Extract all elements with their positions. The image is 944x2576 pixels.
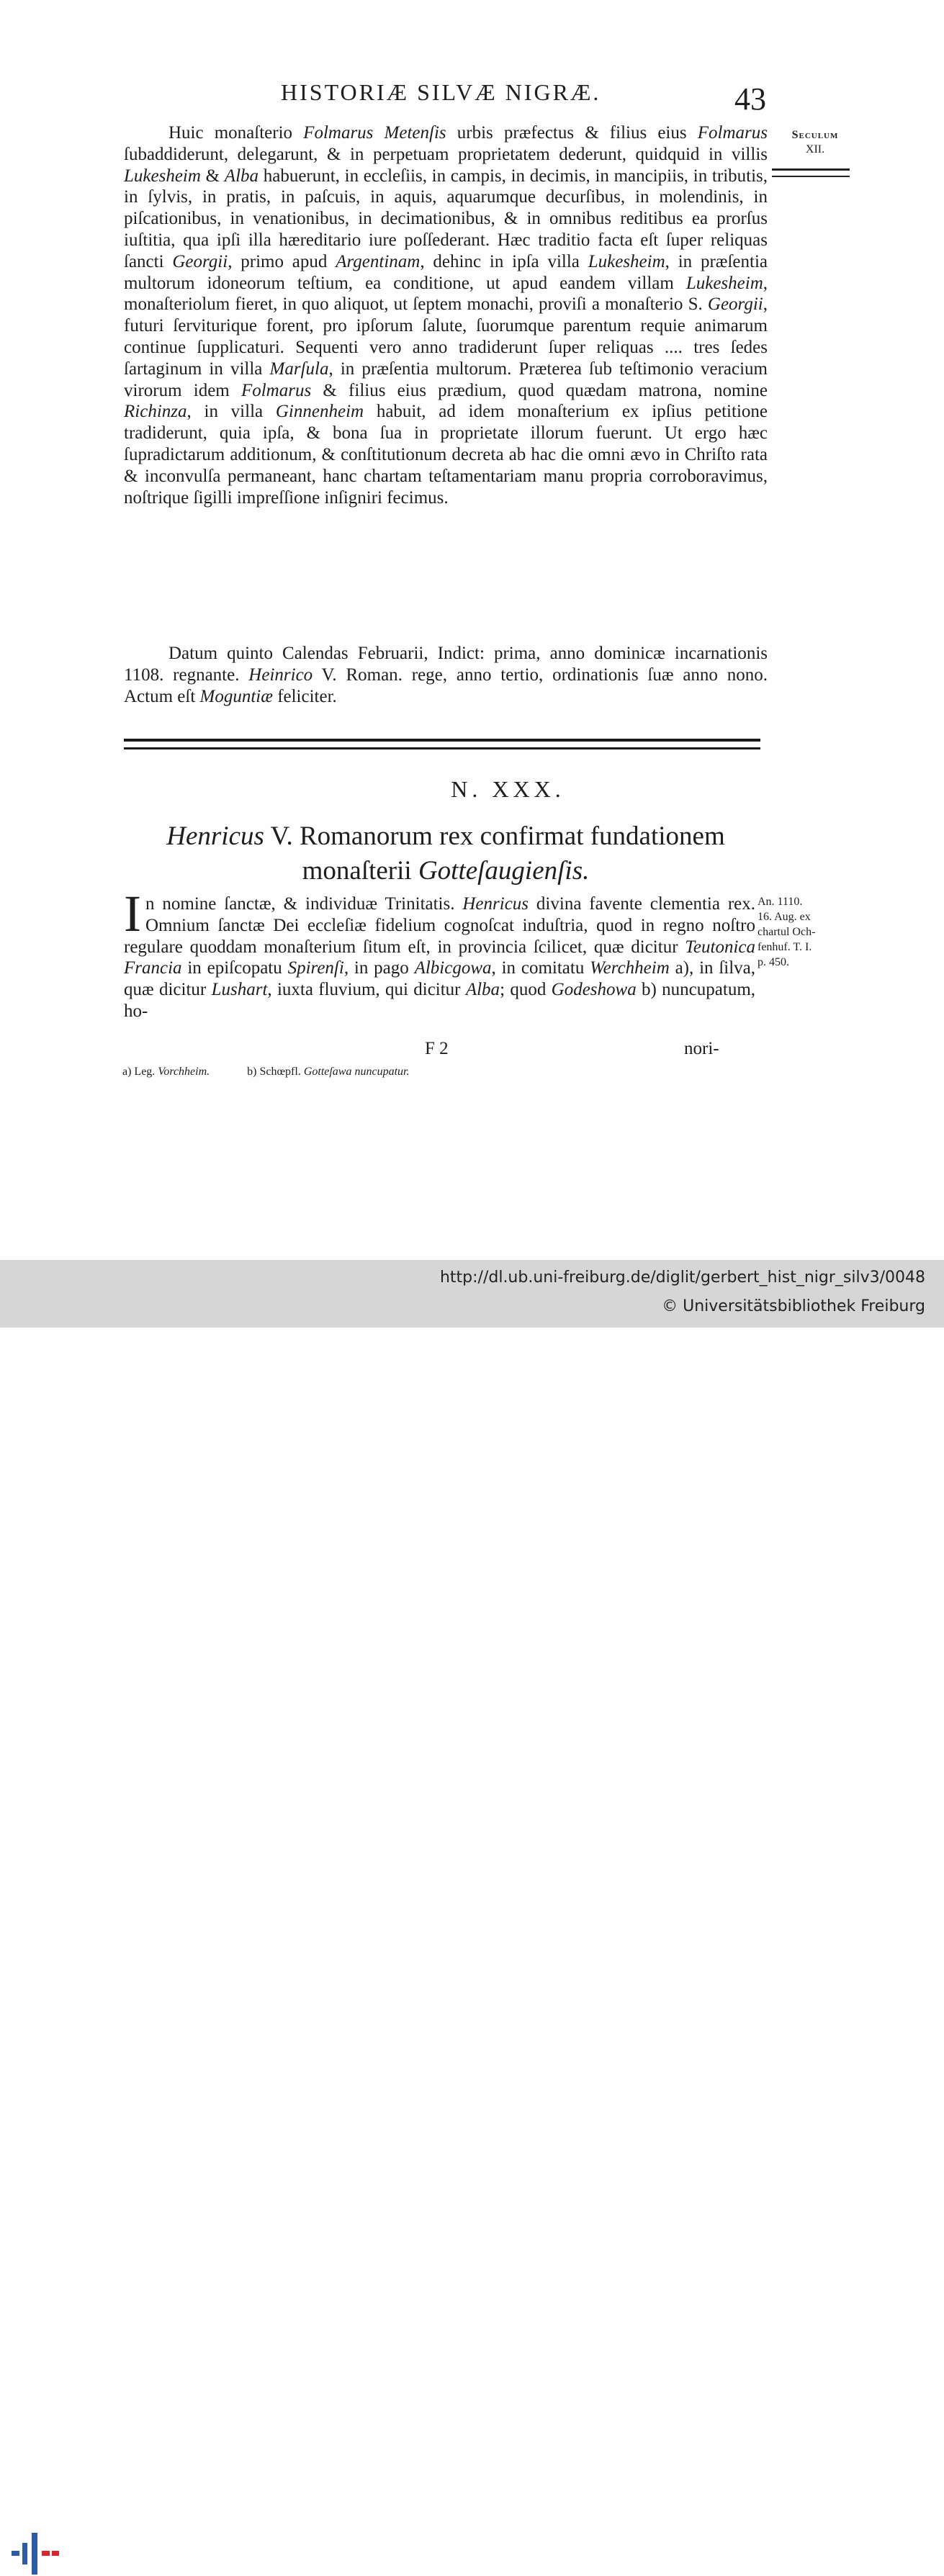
scanned-page — [0, 0, 944, 1260]
document-number: N. XXX. — [451, 776, 565, 802]
century-value: XII. — [805, 143, 825, 156]
margin-century-note — [779, 128, 851, 157]
footnote-a: a) Leg. Vorchheim. — [122, 1066, 210, 1078]
paragraph-2: Datum quinto Calendas Februarii, Indict: prima, anno dominicæ incarnationis 1108. regnante. Heinrico V. Roman. rege, anno tertio, ordinationis ſuæ anno nono. Actum eſt Moguntiæ feliciter. — [124, 644, 768, 706]
running-title: HISTORIÆ SILVÆ NIGRÆ. — [281, 79, 601, 105]
paragraph-1: Huic monaſterio Folmarus Metenſis urbis præfectus & filius eius Folmarus ſubaddiderunt, delegarunt, & in perpetuam proprietatem dederunt, quidquid in villis Lukesheim & Alba habuerunt, in eccleſiis, in campis, in decimis, in mancipiis, in tributis, in ſylvis, in pratis, in paſcuis, in aquis, aquarumque decurſibus, in molendinis, in piſcationibus, in venationibus, in decimationibus, & in omnibus reditibus ea prorſus iuſtitia, qua ipſi illa hæreditario iure poſſederant. Hæc traditio facta eſt ſuper reliquas ſancti Georgii, primo apud Argentinam, dehinc in ipſa villa Lukesheim, in præſentia multorum idoneorum teſtium, ea conditione, ut apud eandem villam Lukesheim, monaſteriolum fieret, in quo aliquot, ut ſeptem monachi, proviſi a monaſterio S. Georgii, futuri ſerviturique forent, pro ipſorum ſalute, ſuorumque parentum requie animarum continue ſupplicaturi. Sequenti vero anno tradiderunt ſuper reliquas .... tres ſedes ſartaginum in villa Marſula, in præſentia multorum. Præterea ſub teſtimonio veracium virorum idem Folmarus & filius eius prædium, quod quædam matrona, nomine Richinza, in villa Ginnenheim habuit, ad idem monaſterium ex ipſius petitione tradiderunt, quia ipſa, & bona ſua in proprietate illorum fuerunt. Ut ergo hæc ſupradictarum additionum, & conſtitutionum decreta ab hac die omni ævo in Chriſto rata & inconvulſa permaneant, hanc chartam teſtamentariam manu propria corroboravimus, noſtrique ſigilli impreſſione inſigniri fecimus. — [124, 123, 768, 508]
document-heading: Henricus V. Romanorum rex confirmat fundationem monaſterii Gotteſaugienſis. — [166, 821, 725, 886]
initial-letter: I — [124, 885, 141, 942]
signature-mark: F 2 — [425, 1039, 449, 1058]
section-divider — [124, 739, 760, 749]
footnote-b: b) Schœpfl. Gotteſawa nuncupatur. — [247, 1066, 410, 1078]
copyright-notice: © Universitätsbibliothek Freiburg — [662, 1297, 925, 1315]
permalink-url[interactable]: http://dl.ub.uni-freiburg.de/diglit/gerbert_hist_nigr_silv3/0048 — [439, 1269, 925, 1287]
page-number: 43 — [734, 81, 766, 117]
margin-rule — [772, 168, 850, 177]
charter-text: I n nomine ſanctæ, & individuæ Trinitatis. Henricus divina favente clementia rex. Omnium ſanctæ Dei eccleſiæ fidelium cognoſcat induſtria, quod in regno noſtro regulare quoddam monaſterium ſitum eſt, in provincia ſcilicet, quæ dicitur Teutonica Francia in epiſcopatu Spirenſi, in pago Albicgowa, in comitatu Werchheim a), in ſilva, quæ dicitur Lushart, iuxta fluvium, qui dicitur Alba; quod Godeshowa b) nuncupatum, ho- — [124, 885, 756, 1021]
margin-charter-note: An. 1110. 16. Aug. ex chartul Och- fenhuf. T. I. p. 450. — [758, 896, 816, 968]
century-label: Seculum — [791, 129, 839, 141]
footnotes — [122, 1066, 444, 1078]
catchword: nori- — [684, 1039, 719, 1058]
library-logo-icon[interactable] — [12, 2531, 59, 2576]
